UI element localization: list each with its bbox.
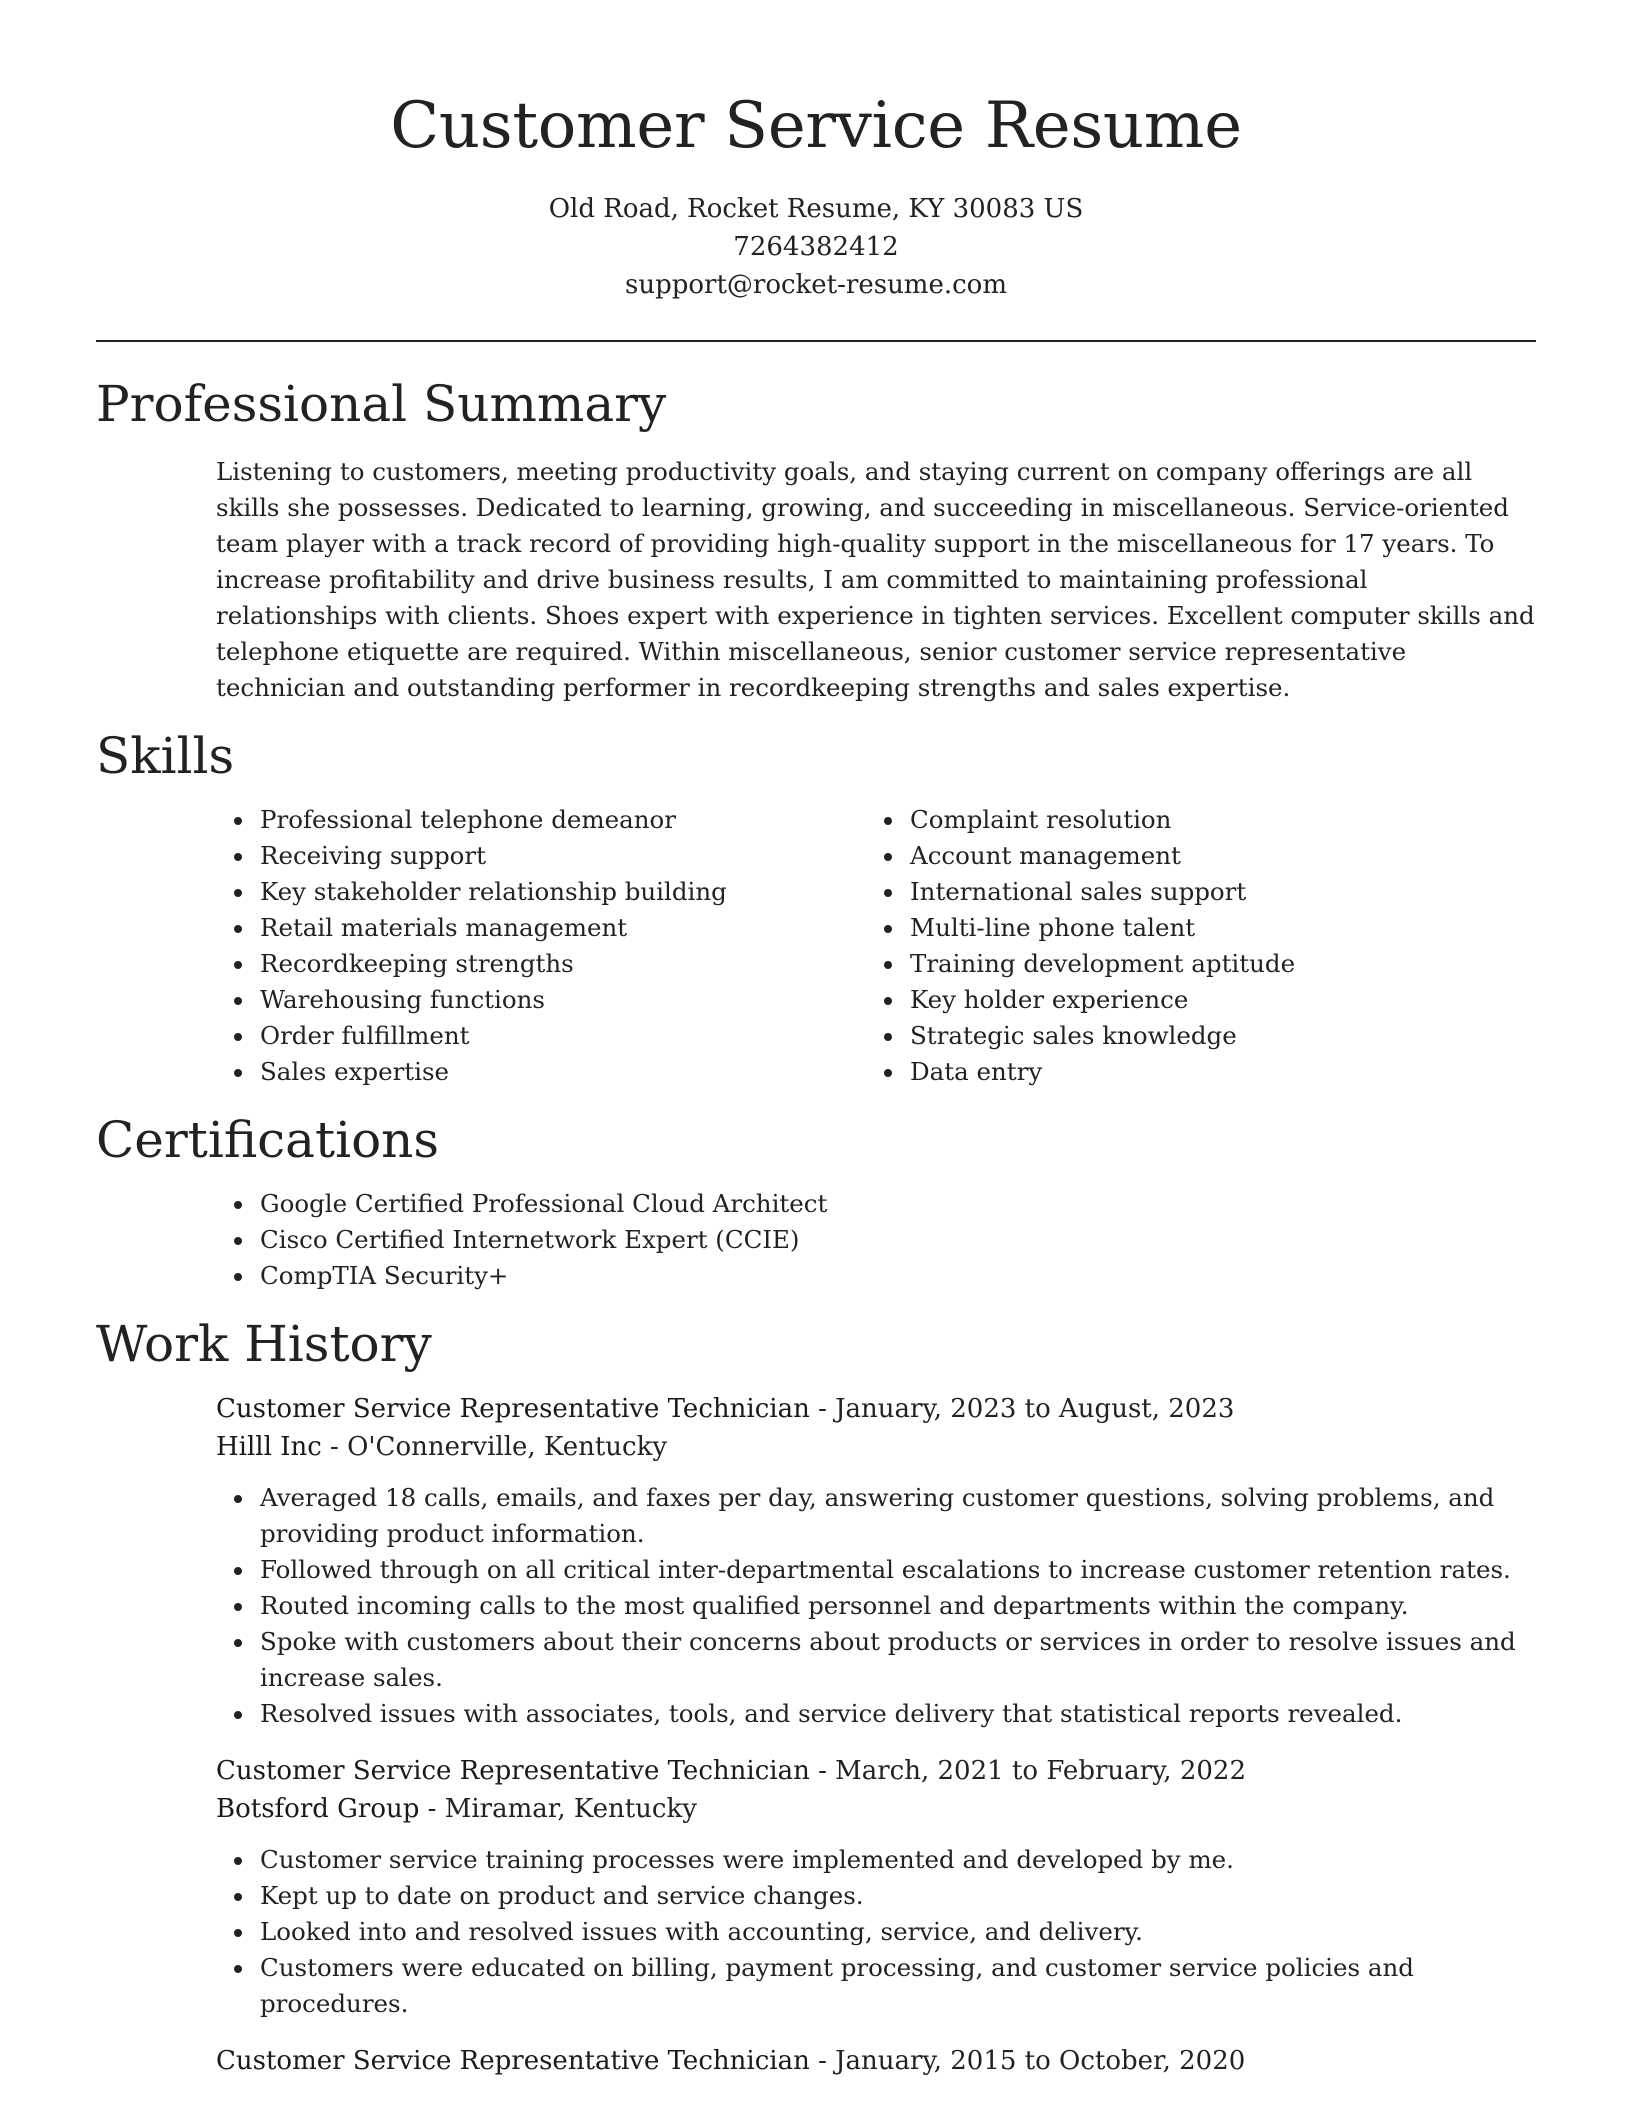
- job-title: Customer Service Representative Technician: [216, 2046, 810, 2076]
- resume-page: [96, 0, 1536, 2080]
- skills-list-left: [216, 802, 866, 1090]
- skill-item: Professional telephone demeanor: [216, 802, 866, 838]
- skill-item: Complaint resolution: [866, 802, 1516, 838]
- job-entry: [216, 1752, 1536, 2022]
- certification-item: CompTIA Security+: [216, 1258, 1536, 1294]
- job-entry: [216, 1390, 1536, 1732]
- skill-item: Key holder experience: [866, 982, 1516, 1018]
- skill-item: Receiving support: [216, 838, 866, 874]
- resume-title: Customer Service Resume: [390, 89, 1242, 163]
- job-bullet: Kept up to date on product and service changes.: [216, 1878, 1536, 1914]
- skill-item: Retail materials management: [216, 910, 866, 946]
- job-title-line: [216, 1390, 1536, 1428]
- skill-item: Training development aptitude: [866, 946, 1516, 982]
- job-bullet: Spoke with customers about their concerns about products or services in order to resolve issues and increase sales.: [216, 1624, 1536, 1696]
- job-dates: - January, 2015 to October, 2020: [809, 2046, 1246, 2076]
- work-history-section: [96, 1312, 1536, 2080]
- contact-info: [96, 190, 1536, 304]
- skills-list-right: [866, 802, 1516, 1090]
- job-bullets: [216, 1480, 1536, 1732]
- certification-item: Cisco Certified Internetwork Expert (CCIE): [216, 1222, 1536, 1258]
- job-location: - Miramar, Kentucky: [419, 1794, 697, 1824]
- certifications-list: [216, 1186, 1536, 1294]
- skills-section: [96, 724, 1536, 1090]
- skill-item: Warehousing functions: [216, 982, 866, 1018]
- header-divider: [96, 340, 1536, 342]
- skill-item: Order fulfillment: [216, 1018, 866, 1054]
- job-company-line: [216, 1790, 1536, 1828]
- skills-heading: Skills: [96, 727, 235, 785]
- resume-header: [96, 0, 1536, 304]
- job-bullet: Resolved issues with associates, tools, and service delivery that statistical reports revealed.: [216, 1696, 1536, 1732]
- skill-item: Account management: [866, 838, 1516, 874]
- certifications-section: [96, 1108, 1536, 1294]
- summary-section: [96, 372, 1536, 706]
- certifications-heading: Certifications: [96, 1111, 440, 1169]
- skill-item: Recordkeeping strengths: [216, 946, 866, 982]
- skills-columns: [216, 802, 1536, 1090]
- job-location: - O'Connerville, Kentucky: [321, 1432, 668, 1462]
- skill-item: Strategic sales knowledge: [866, 1018, 1516, 1054]
- work-history-heading: Work History: [96, 1315, 432, 1373]
- certification-item: Google Certified Professional Cloud Architect: [216, 1186, 1536, 1222]
- job-bullets: [216, 1842, 1536, 2022]
- job-bullet: Customers were educated on billing, payment processing, and customer service policies and procedures.: [216, 1950, 1536, 2022]
- skill-item: Multi-line phone talent: [866, 910, 1516, 946]
- address: Old Road, Rocket Resume, KY 30083 US: [548, 194, 1084, 224]
- job-company: Hilll Inc: [216, 1432, 322, 1462]
- skill-item: Data entry: [866, 1054, 1516, 1090]
- job-title-line: [216, 1752, 1536, 1790]
- email: support@rocket-resume.com: [624, 270, 1007, 300]
- job-bullet: Followed through on all critical inter-departmental escalations to increase customer retention rates.: [216, 1552, 1536, 1588]
- skill-item: International sales support: [866, 874, 1516, 910]
- job-dates: - January, 2023 to August, 2023: [809, 1394, 1235, 1424]
- job-bullet: Routed incoming calls to the most qualified personnel and departments within the company.: [216, 1588, 1536, 1624]
- skill-item: Sales expertise: [216, 1054, 866, 1090]
- job-company-line: [216, 1428, 1536, 1466]
- job-title: Customer Service Representative Technician: [216, 1394, 810, 1424]
- job-entry: [216, 2042, 1536, 2080]
- phone: 7264382412: [733, 232, 899, 262]
- job-dates: - March, 2021 to February, 2022: [809, 1756, 1246, 1786]
- summary-text: Listening to customers, meeting productivity goals, and staying current on company offerings are all skills she possesses. Dedicated to learning, growing, and succeeding in miscellaneous. Service-oriented team player with a track record of providing high-quality support in the miscellaneous for 17 years. To increase profitability and drive business results, I am committed to maintaining professional relationships with clients. Shoes expert with experience in tighten services. Excellent computer skills and telephone etiquette are required. Within miscellaneous, senior customer service representative technician and outstanding performer in recordkeeping strengths and sales expertise.: [216, 457, 1535, 702]
- job-title-line: [216, 2042, 1536, 2080]
- job-title: Customer Service Representative Technician: [216, 1756, 810, 1786]
- job-bullet: Looked into and resolved issues with accounting, service, and delivery.: [216, 1914, 1536, 1950]
- summary-heading: Professional Summary: [96, 375, 667, 433]
- job-bullet: Averaged 18 calls, emails, and faxes per day, answering customer questions, solving problems, and providing product information.: [216, 1480, 1536, 1552]
- skill-item: Key stakeholder relationship building: [216, 874, 866, 910]
- job-company: Botsford Group: [216, 1794, 420, 1824]
- job-bullet: Customer service training processes were implemented and developed by me.: [216, 1842, 1536, 1878]
